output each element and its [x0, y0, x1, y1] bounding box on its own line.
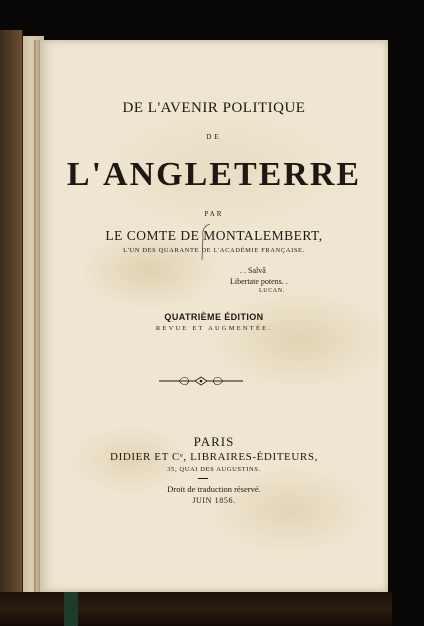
bookmark-ribbon — [64, 592, 78, 626]
title-line-1: DE L'AVENIR POLITIQUE — [122, 100, 306, 116]
edition-label: QUATRIÈME ÉDITION — [164, 312, 264, 322]
rights-notice: Droit de traduction réservé. — [167, 484, 261, 494]
epigraph-source: LUCAN. — [259, 288, 285, 294]
imprint-publisher: DIDIER ET Cᵉ, LIBRAIRES-ÉDITEURS, — [110, 451, 318, 463]
publication-date: JUIN 1856. — [192, 496, 236, 505]
ornament-divider-icon — [159, 372, 243, 390]
book-cover-edge — [0, 30, 23, 608]
edition-note: REVUE ET AUGMENTÉE. — [155, 325, 273, 332]
epigraph-line-1: . . Salvâ — [240, 266, 266, 275]
main-title: L'ANGLETERRE — [66, 156, 362, 193]
title-de: DE — [206, 133, 222, 141]
par-label: PAR — [204, 210, 224, 218]
author-note: L'UN DES QUARANTE DE L'ACADÉMIE FRANÇAISE. — [123, 247, 305, 254]
author-name: LE COMTE DE MONTALEMBERT, — [105, 228, 323, 243]
epigraph-line-2: Libertate potens. . — [230, 277, 288, 286]
book-bottom-edge — [0, 592, 392, 626]
imprint-rule — [198, 478, 208, 479]
pencil-mark-icon — [200, 222, 214, 262]
imprint-address: 35, QUAI DES AUGUSTINS. — [167, 466, 261, 473]
imprint-city: PARIS — [193, 434, 235, 449]
